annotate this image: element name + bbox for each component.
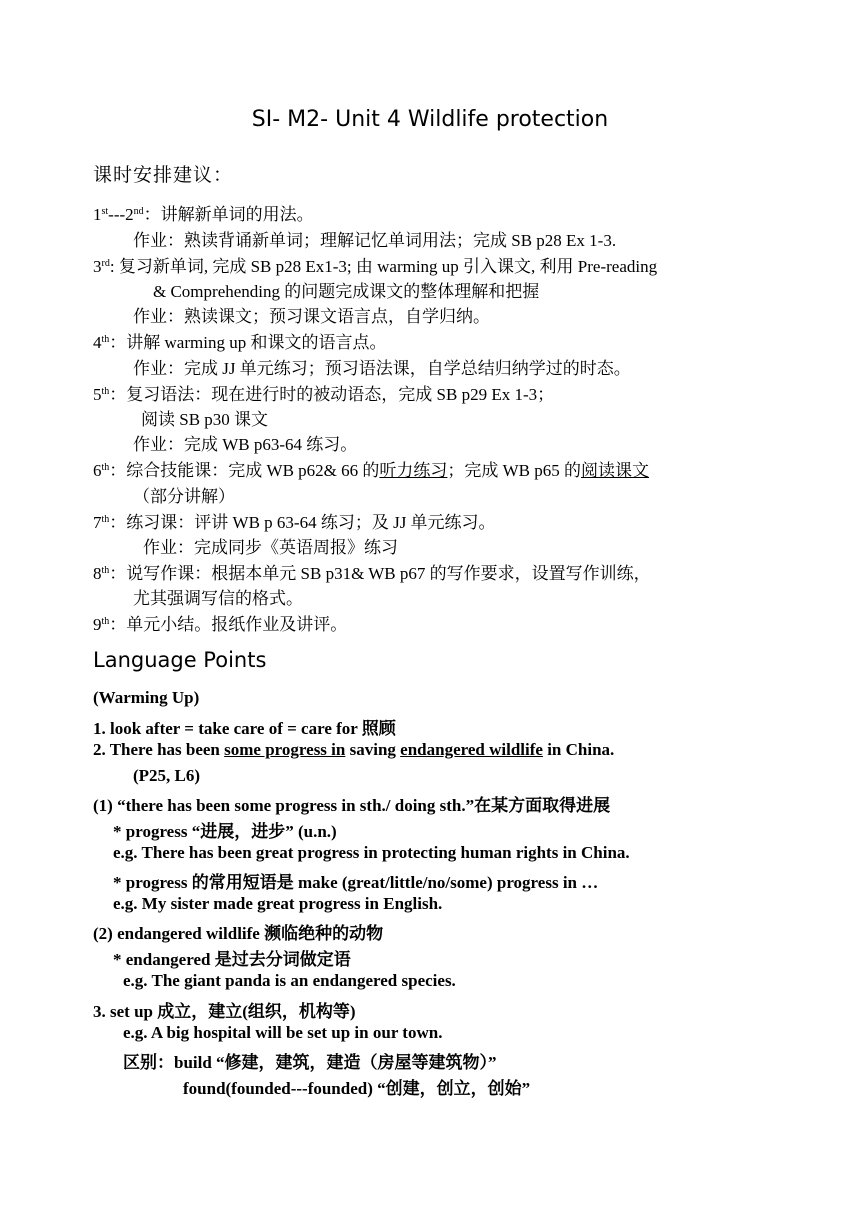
lp-line-10: (2) endangered wildlife 濒临绝种的动物 <box>93 924 384 943</box>
schedule-line-9: 阅读 SB p30 课文 <box>141 410 269 429</box>
schedule-line-8: 5th：复习语法：现在进行时的被动语态，完成 SB p29 Ex 1-3； <box>93 385 555 404</box>
lp-line-16: found(founded---founded) “创建，创立，创始” <box>183 1079 531 1098</box>
schedule-heading: 课时安排建议： <box>93 164 234 186</box>
lp-line-8: * progress 的常用短语是 make (great/little/no/some) progress in … <box>113 873 599 892</box>
schedule-line-14: 作业：完成同步《英语周报》练习 <box>143 538 398 557</box>
lp-line-3: 2. There has been some progress in saving endangered wildlife in China. <box>93 740 615 759</box>
language-points-heading: Language Points <box>93 648 267 672</box>
lp-line-13: 3. set up 成立，建立(组织，机构等) <box>93 1002 356 1021</box>
lp-line-6: * progress “进展，进步” (u.n.) <box>113 822 337 841</box>
schedule-line-15: 8th：说写作课：根据本单元 SB p31& WB p67 的写作要求，设置写作训练， <box>93 564 651 583</box>
schedule-line-10: 作业：完成 WB p63-64 练习。 <box>133 435 358 454</box>
schedule-line-17: 9th：单元小结。报纸作业及讲评。 <box>93 615 348 634</box>
schedule-line-7: 作业：完成 JJ 单元练习；预习语法课，自学总结归纳学过的时态。 <box>133 359 631 378</box>
schedule-line-3: 3rd: 复习新单词, 完成 SB p28 Ex1-3; 由 warming up 引入课文, 利用 Pre-reading <box>93 257 658 276</box>
lp-line-4: (P25, L6) <box>133 766 201 785</box>
lp-line-5: (1) “there has been some progress in sth./ doing sth.”在某方面取得进展 <box>93 796 611 815</box>
schedule-line-1: 1st---2nd：讲解新单词的用法。 <box>93 205 314 224</box>
page-title: SI- M2- Unit 4 Wildlife protection <box>251 107 609 132</box>
lp-line-9: e.g. My sister made great progress in English. <box>113 894 443 913</box>
schedule-line-6: 4th：讲解 warming up 和课文的语言点。 <box>93 333 387 352</box>
schedule-line-11: 6th：综合技能课：完成 WB p62& 66 的听力练习；完成 WB p65 的阅读课文 <box>93 461 650 480</box>
lp-line-11: * endangered 是过去分词做定语 <box>113 950 351 969</box>
lp-line-2: 1. look after = take care of = care for 照顾 <box>93 719 396 738</box>
schedule-line-16: 尤其强调写信的格式。 <box>133 589 303 608</box>
schedule-line-2: 作业：熟读背诵新单词；理解记忆单词用法；完成 SB p28 Ex 1-3. <box>133 231 617 250</box>
lp-line-15: 区别：build “修建，建筑，建造（房屋等建筑物）” <box>123 1053 497 1072</box>
lp-line-1: (Warming Up) <box>93 688 200 707</box>
lp-line-14: e.g. A big hospital will be set up in our town. <box>123 1023 443 1042</box>
lp-line-12: e.g. The giant panda is an endangered species. <box>123 971 456 990</box>
schedule-line-12: （部分讲解） <box>133 487 235 506</box>
lp-line-7: e.g. There has been great progress in protecting human rights in China. <box>113 843 630 862</box>
schedule-line-4: & Comprehending 的问题完成课文的整体理解和把握 <box>153 282 540 301</box>
schedule-line-13: 7th：练习课：评讲 WB p 63-64 练习；及 JJ 单元练习。 <box>93 513 496 532</box>
schedule-line-5: 作业：熟读课文；预习课文语言点，自学归纳。 <box>133 307 490 326</box>
